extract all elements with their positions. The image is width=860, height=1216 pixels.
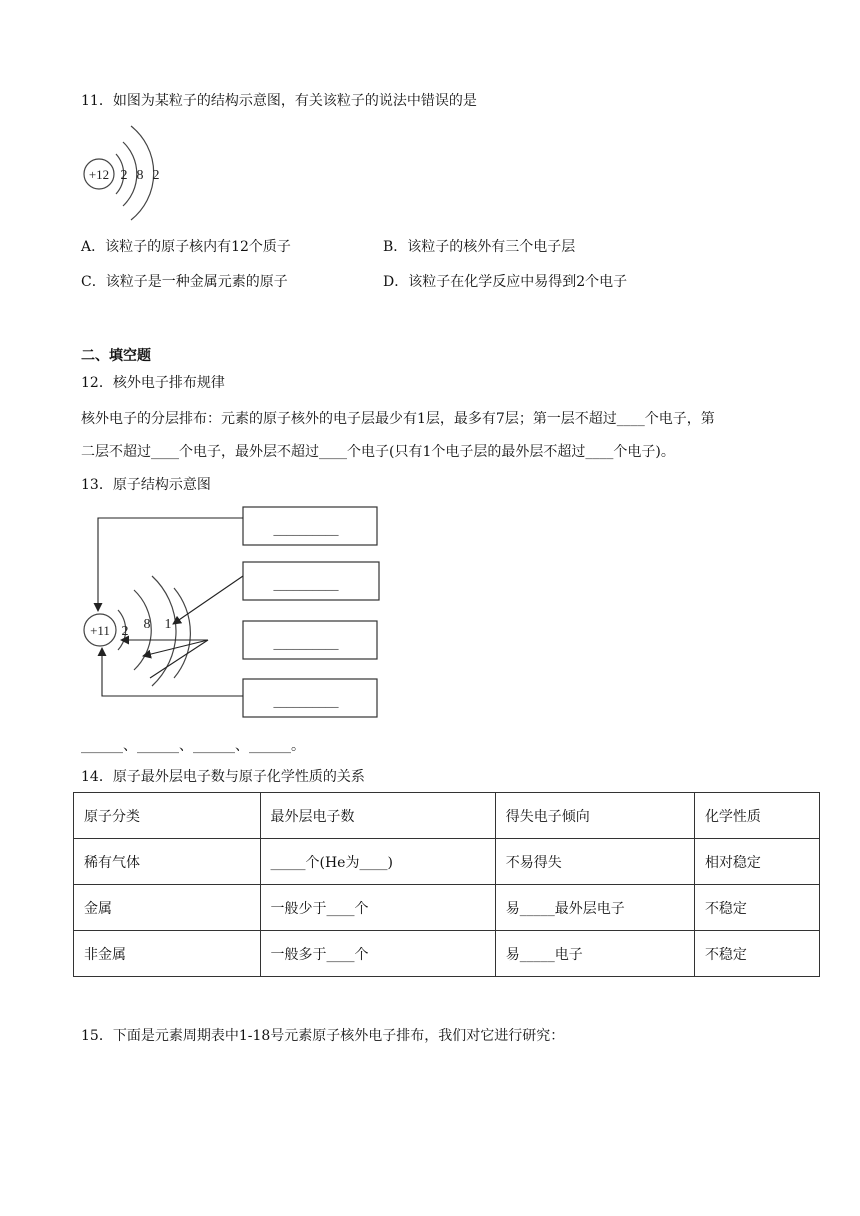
q12-line-2: 二层不超过____个电子，最外层不超过____个电子(只有1个电子层的最外层不超过____个电子)。 (81, 444, 675, 460)
table-cell: 相对稳定 (694, 839, 819, 885)
table-cell: 不易得失 (495, 839, 694, 885)
table-header-row (74, 793, 820, 839)
q11-shell-2-count: 8 (136, 168, 144, 183)
q11-nucleus-label: +12 (88, 167, 110, 182)
table-cell: 不稳定 (694, 885, 819, 931)
q13-box-3-blank: __________ (273, 636, 339, 651)
q12-line-1: 核外电子的分层排布：元素的原子核外的电子层最少有1层，最多有7层；第一层不超过____个电子，第 (81, 411, 715, 427)
q11-shell-1-count: 2 (120, 168, 128, 183)
q15-stem: 15．下面是元素周期表中1-18号元素原子核外电子排布，我们对它进行研究： (81, 1028, 565, 1044)
q14-table (73, 792, 820, 977)
q13-box-1-blank: __________ (273, 522, 339, 537)
q13-box-2-blank: __________ (273, 577, 339, 592)
table-row (74, 931, 820, 977)
q11-atom-diagram (78, 118, 178, 222)
q14-stem: 14．原子最外层电子数与原子化学性质的关系 (81, 769, 365, 785)
q11-option-d: D．该粒子在化学反应中易得到2个电子 (383, 274, 628, 290)
q11-stem: 11．如图为某粒子的结构示意图，有关该粒子的说法中错误的是 (81, 93, 477, 109)
table-cell: 一般多于____个 (260, 931, 495, 977)
table-header-cell: 化学性质 (694, 793, 819, 839)
table-cell: 金属 (74, 885, 261, 931)
q13-atom-diagram (78, 500, 388, 725)
q13-answer-line: ______、______、______、______。 (81, 738, 305, 754)
table-row (74, 885, 820, 931)
q13-box-4-blank: __________ (273, 694, 339, 709)
q13-shell-2-count: 8 (143, 617, 151, 632)
table-row (74, 839, 820, 885)
q13-arrow-to-electron (173, 576, 243, 624)
table-cell: 不稳定 (694, 931, 819, 977)
q13-arrow-to-nucleus (98, 518, 243, 611)
table-cell: 稀有气体 (74, 839, 261, 885)
table-header-cell: 原子分类 (74, 793, 261, 839)
table-cell: 一般少于____个 (260, 885, 495, 931)
q12-stem: 12．核外电子排布规律 (81, 375, 225, 391)
table-header-cell: 得失电子倾向 (495, 793, 694, 839)
table-cell: _____个(He为____) (260, 839, 495, 885)
q11-option-b: B．该粒子的核外有三个电子层 (383, 239, 576, 255)
q13-stem: 13．原子结构示意图 (81, 477, 211, 493)
q11-option-a: A．该粒子的原子核内有12个质子 (81, 239, 291, 255)
q13-shell-3-count: 1 (164, 617, 172, 632)
q13-nucleus-label: +11 (90, 623, 110, 638)
table-header-cell: 最外层电子数 (260, 793, 495, 839)
table-cell: 非金属 (74, 931, 261, 977)
q11-shell-3-count: 2 (152, 168, 160, 183)
q11-option-c: C．该粒子是一种金属元素的原子 (81, 274, 288, 290)
table-cell: 易_____电子 (495, 931, 694, 977)
q13-shell-1-count: 2 (121, 624, 129, 639)
table-cell: 易_____最外层电子 (495, 885, 694, 931)
section-title: 二、填空题 (81, 348, 151, 364)
